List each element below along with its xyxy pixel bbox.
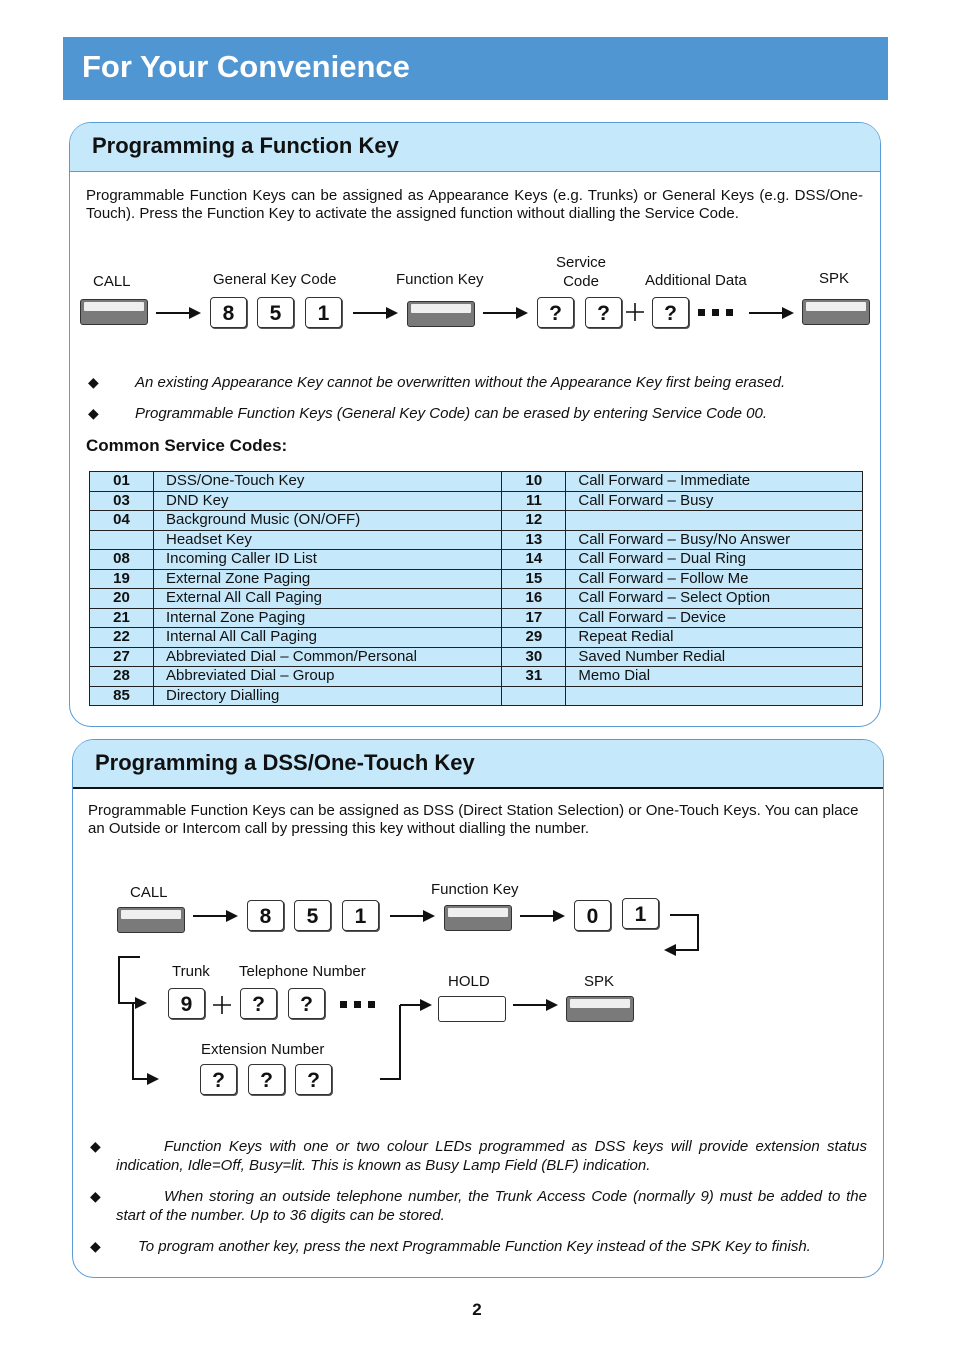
digit-key-1[interactable]: 1: [622, 898, 659, 929]
additional-data-label: Additional Data: [645, 272, 747, 289]
bullet-item: ◆ To program another key, press the next Programmable Function Key instead of the SPK Key to finish.: [90, 1238, 811, 1255]
description-cell: Internal Zone Paging: [154, 608, 502, 628]
spk-label: SPK: [819, 270, 850, 287]
code-cell: 12: [502, 511, 566, 531]
function-key[interactable]: [444, 905, 512, 931]
call-label: CALL: [93, 273, 131, 290]
digit-key-1[interactable]: 1: [305, 297, 342, 328]
flow-arrow: [390, 909, 436, 923]
spk-key[interactable]: [802, 299, 870, 325]
trunk-label: Trunk: [172, 963, 210, 980]
digit-key-8[interactable]: 8: [247, 900, 284, 931]
flow-arrow: [749, 306, 795, 320]
flow-arrow: [193, 909, 239, 923]
return-connector: [660, 910, 710, 960]
function-key-panel-header: [70, 123, 880, 172]
code-cell: 28: [90, 667, 154, 687]
code-cell: 15: [502, 569, 566, 589]
description-cell: Call Forward – Device: [566, 608, 863, 628]
call-key[interactable]: [117, 907, 185, 933]
description-cell: Headset Key: [154, 530, 502, 550]
function-key-section-title: Programming a Function Key: [92, 133, 399, 158]
description-cell: Repeat Redial: [566, 628, 863, 648]
description-cell: DSS/One-Touch Key: [154, 472, 502, 492]
code-cell: 31: [502, 667, 566, 687]
extension-digit-key[interactable]: ?: [200, 1064, 237, 1095]
service-code-label: Service Code: [555, 254, 607, 290]
digit-key-5[interactable]: 5: [294, 900, 331, 931]
service-codes-table: [89, 471, 863, 706]
table-row: [90, 491, 863, 511]
table-row: [90, 608, 863, 628]
function-key-label: Function Key: [396, 271, 484, 288]
flow-arrow: [520, 909, 566, 923]
table-row: [90, 550, 863, 570]
code-cell: 22: [90, 628, 154, 648]
digit-key-8[interactable]: 8: [210, 297, 247, 328]
table-row: [90, 647, 863, 667]
diamond-bullet-icon: ◆: [90, 1238, 101, 1254]
bullet-item: ◆ Function Keys with one or two colour LEDs programmed as DSS keys will provide extension status indication, Idle=Off, Busy=lit. This is known as Busy Lamp Field (BLF) indication.: [90, 1138, 867, 1174]
code-cell: 19: [90, 569, 154, 589]
plus-icon: [212, 995, 232, 1015]
code-cell: 10: [502, 472, 566, 492]
description-cell: Memo Dial: [566, 667, 863, 687]
code-cell: 14: [502, 550, 566, 570]
code-cell: 08: [90, 550, 154, 570]
description-cell: Internal All Call Paging: [154, 628, 502, 648]
codes-heading: Common Service Codes:: [86, 436, 288, 455]
extension-number-label: Extension Number: [201, 1041, 325, 1058]
code-cell: [90, 530, 154, 550]
telephone-digit-key[interactable]: ?: [288, 988, 325, 1019]
code-cell: 11: [502, 491, 566, 511]
code-cell: 01: [90, 472, 154, 492]
code-cell: 03: [90, 491, 154, 511]
diamond-bullet-icon: ◆: [88, 374, 99, 390]
code-cell: [502, 686, 566, 706]
description-cell: Call Forward – Follow Me: [566, 569, 863, 589]
extension-digit-key[interactable]: ?: [248, 1064, 285, 1095]
code-cell: 85: [90, 686, 154, 706]
description-cell: Abbreviated Dial – Common/Personal: [154, 647, 502, 667]
description-cell: Call Forward – Busy/No Answer: [566, 530, 863, 550]
spk-key[interactable]: [566, 996, 634, 1022]
dss-key-intro: Programmable Function Keys can be assigned as DSS (Direct Station Selection) or One-Touch Keys. You can place an Outside or Intercom call by pressing this key without dialling the number.: [88, 802, 859, 837]
diamond-bullet-icon: ◆: [88, 405, 99, 421]
digit-key-0[interactable]: 0: [574, 900, 611, 931]
description-cell: Directory Dialling: [154, 686, 502, 706]
table-row: [90, 511, 863, 531]
description-cell: Call Forward – Immediate: [566, 472, 863, 492]
extension-digit-key[interactable]: ?: [295, 1064, 332, 1095]
call-label: CALL: [130, 884, 168, 901]
table-row: [90, 569, 863, 589]
page-number: 2: [472, 1300, 482, 1319]
description-cell: DND Key: [154, 491, 502, 511]
table-row: [90, 530, 863, 550]
plus-icon: [625, 302, 645, 322]
code-cell: 29: [502, 628, 566, 648]
hold-label: HOLD: [448, 973, 490, 990]
trunk-access-key[interactable]: 9: [168, 988, 205, 1019]
telephone-digit-key[interactable]: ?: [240, 988, 277, 1019]
table-row: [90, 589, 863, 609]
code-cell: 13: [502, 530, 566, 550]
description-cell: Call Forward – Busy: [566, 491, 863, 511]
branch-connector: [115, 955, 165, 1090]
additional-data-key[interactable]: ?: [652, 297, 689, 328]
code-cell: 16: [502, 589, 566, 609]
code-cell: 20: [90, 589, 154, 609]
code-cell: 27: [90, 647, 154, 667]
code-cell: 30: [502, 647, 566, 667]
description-cell: Incoming Caller ID List: [154, 550, 502, 570]
code-cell: 17: [502, 608, 566, 628]
flow-arrow: [353, 306, 399, 320]
dss-key-panel-header: [73, 740, 883, 789]
table-row: [90, 686, 863, 706]
flow-arrow: [156, 306, 202, 320]
digit-key-5[interactable]: 5: [257, 297, 294, 328]
table-row: [90, 667, 863, 687]
service-code-key[interactable]: ?: [585, 297, 622, 328]
bullet-item: ◆ An existing Appearance Key cannot be overwritten without the Appearance Key first being erased.: [88, 374, 786, 391]
bullet-item: ◆ When storing an outside telephone number, the Trunk Access Code (normally 9) must be added to the start of the number. Up to 36 digits can be stored.: [90, 1188, 867, 1224]
code-cell: 04: [90, 511, 154, 531]
description-cell: External Zone Paging: [154, 569, 502, 589]
flow-arrow: [483, 306, 529, 320]
page-banner: [63, 37, 888, 100]
dss-key-section-title: Programming a DSS/One-Touch Key: [95, 750, 475, 775]
function-key-intro: Programmable Function Keys can be assigned as Appearance Keys (e.g. Trunks) or General Keys (e.g. DSS/One-Touch). Press the Function Key to activate the assigned function without dialling the Service Code.: [86, 187, 863, 222]
description-cell: [566, 511, 863, 531]
telephone-number-label: Telephone Number: [239, 963, 366, 980]
diamond-bullet-icon: ◆: [90, 1188, 101, 1204]
description-cell: Abbreviated Dial – Group: [154, 667, 502, 687]
call-key[interactable]: [80, 299, 148, 325]
general-key-code-label: General Key Code: [213, 271, 337, 288]
description-cell: Call Forward – Dual Ring: [566, 550, 863, 570]
page-title: For Your Convenience: [82, 49, 410, 84]
diamond-bullet-icon: ◆: [90, 1138, 101, 1154]
bullet-item: ◆ Programmable Function Keys (General Key Code) can be erased by entering Service Code 00.: [88, 405, 767, 422]
description-cell: Background Music (ON/OFF): [154, 511, 502, 531]
description-cell: External All Call Paging: [154, 589, 502, 609]
merge-connector: [376, 995, 436, 1085]
ellipsis-icon: [340, 1000, 380, 1010]
digit-key-1[interactable]: 1: [342, 900, 379, 931]
function-key[interactable]: [407, 301, 475, 327]
spk-label: SPK: [584, 973, 615, 990]
flow-arrow: [513, 998, 559, 1012]
table-row: [90, 472, 863, 492]
description-cell: Call Forward – Select Option: [566, 589, 863, 609]
ellipsis-icon: [698, 308, 738, 318]
table-row: [90, 628, 863, 648]
description-cell: Saved Number Redial: [566, 647, 863, 667]
code-cell: 21: [90, 608, 154, 628]
function-key-label: Function Key: [431, 881, 519, 898]
description-cell: [566, 686, 863, 706]
hold-key[interactable]: [438, 996, 506, 1022]
service-code-key[interactable]: ?: [537, 297, 574, 328]
